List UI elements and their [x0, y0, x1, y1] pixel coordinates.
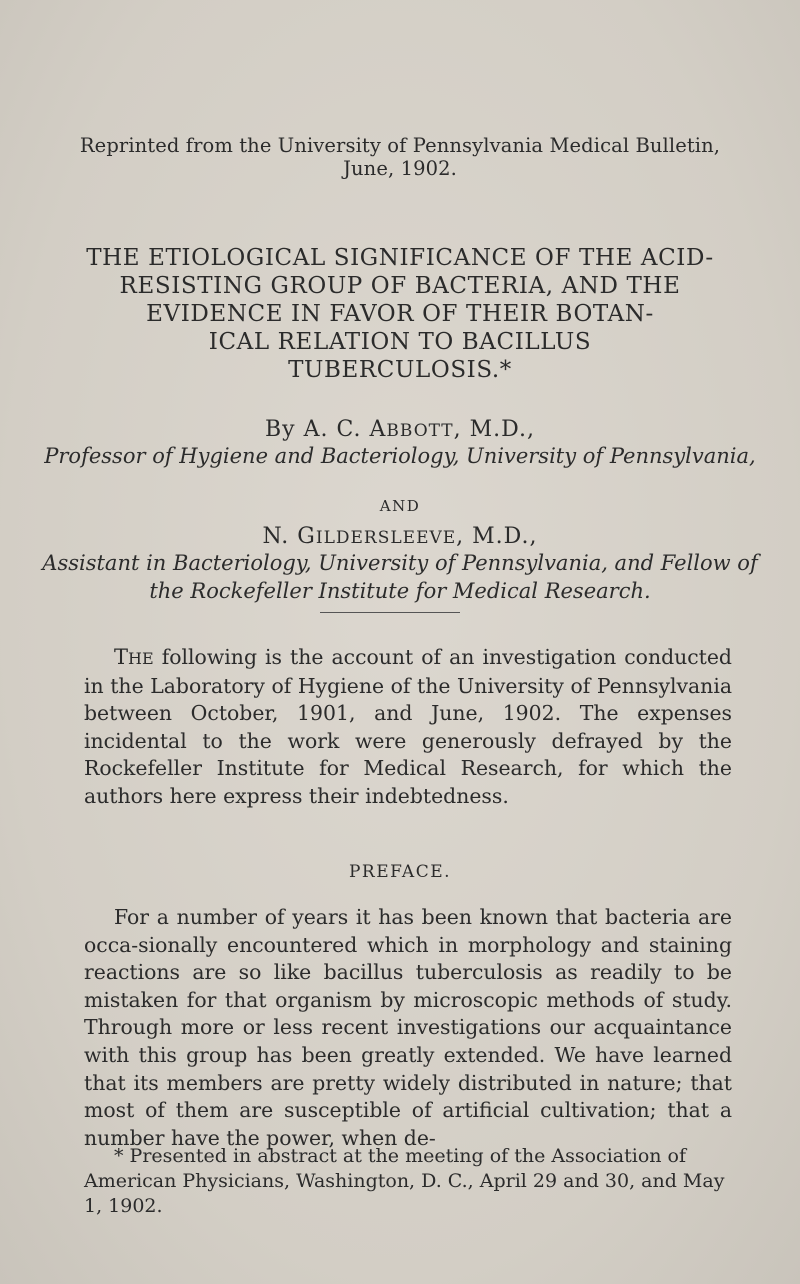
title-line: RESISTING GROUP OF BACTERIA, AND THE — [119, 273, 681, 299]
author-affiliation: Professor of Hygiene and Bacteriology, University of Pennsylvania, — [44, 444, 756, 468]
title-line: THE ETIOLOGICAL SIGNIFICANCE OF THE ACID- — [86, 245, 714, 271]
reprint-note: Reprinted from the University of Pennsylvania Medical Bulletin, June, 1902. — [79, 134, 721, 180]
author-abbott — [40, 417, 760, 470]
footnote: * Presented in abstract at the meeting of the Association of American Physicians, Washington, D. C., April 29 and 30, and May 1, 1902. — [84, 1145, 725, 1217]
author-name: N. GILDERSLEEVE, M.D., — [262, 524, 538, 549]
preface-heading: PREFACE. — [348, 862, 452, 882]
title-line: ICAL RELATION TO BACILLUS — [208, 329, 592, 355]
title-line: EVIDENCE IN FAVOR OF THEIR BOTAN- — [146, 301, 654, 327]
title-line: TUBERCULOSIS.* — [288, 357, 512, 383]
divider-rule — [320, 612, 460, 613]
and-separator: AND — [379, 497, 421, 515]
preface-paragraph: For a number of years it has been known that bacteria are occa-sionally encountered which in morphology and staining reactions are so like bacillus tuberculosis as readily to be mistaken for that organism by microscopic methods of study. Through more or less recent investigations our acquaintance with this group has been greatly extended. We have learned that its members are pretty widely distributed in nature; that most of them are susceptible of artificial cultivation; that a number have the power, when de- — [84, 905, 732, 1150]
author-gildersleeve — [40, 524, 760, 605]
author-affiliation: Assistant in Bacteriology, University of Pennsylvania, and Fellow of — [42, 551, 758, 575]
article-title — [70, 244, 730, 384]
author-affiliation: the Rockefeller Institute for Medical Research. — [149, 579, 651, 603]
author-name: By A. C. ABBOTT, M.D., — [265, 417, 535, 442]
intro-paragraph: THE following is the account of an investigation conducted in the Laboratory of Hygiene of the University of Pennsylvania between October, 1901, and June, 1902. The expenses incidental to the work were generously defrayed by the Rockefeller Institute for Medical Research, for which the authors here express their indebtedness. — [84, 645, 732, 808]
